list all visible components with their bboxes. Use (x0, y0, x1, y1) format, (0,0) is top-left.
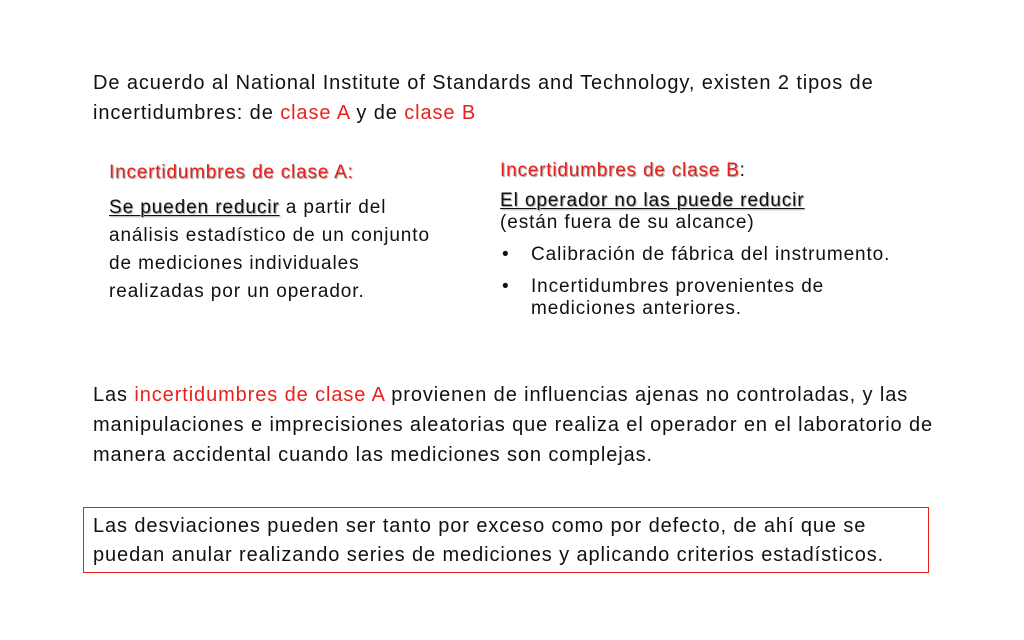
intro-text (93, 68, 953, 128)
class-a-text: a partir del análisis estadístico de un conjunto de mediciones individuales realizadas por un operador. (109, 197, 430, 302)
intro-class-a: clase A (280, 102, 350, 124)
bullet-icon: • (502, 276, 510, 297)
class-a-highlight: Se pueden reducir (109, 197, 280, 218)
paragraph-part2: provienen de influencias ajenas no controladas, y las manipulaciones e imprecisiones aleatorias que realiza el operador en el laboratorio de manera accidental cuando las mediciones son complejas. (93, 384, 934, 466)
class-b-title: Incertidumbres de clase B (500, 160, 740, 181)
class-b-highlight: El operador no las puede reducir (500, 190, 805, 211)
intro-part2: y de (349, 102, 405, 124)
intro-class-b: clase B (404, 102, 477, 124)
bullet-text: Calibración de fábrica del instrumento. (531, 244, 891, 265)
class-b-bullet-list (500, 244, 900, 320)
column-class-b (500, 158, 900, 330)
class-a-origin-paragraph (93, 380, 973, 470)
bullet-text: Incertidumbres provenientes de mediciones anteriores. (531, 276, 825, 319)
class-a-description (109, 194, 454, 306)
class-b-title-colon: : (739, 160, 746, 181)
list-item (500, 276, 900, 320)
boxed-note-text: Las desviaciones pueden ser tanto por exceso como por defecto, de ahí que se puedan anular realizando series de mediciones y aplicando criterios estadísticos. (93, 515, 885, 566)
paragraph-part1: Las (93, 384, 135, 406)
class-a-title: Incertidumbres de clase A: (109, 162, 354, 183)
class-b-description (500, 190, 900, 234)
intro-part1: De acuerdo al National Institute of Standards and Technology, existen 2 tipos de incertidumbres: de (93, 72, 874, 124)
paragraph-highlight: incertidumbres de clase A (134, 384, 385, 406)
bullet-icon: • (502, 244, 510, 265)
column-class-a (109, 160, 454, 306)
list-item (500, 244, 900, 266)
class-b-text: (están fuera de su alcance) (500, 212, 755, 233)
class-b-title-wrap (500, 158, 900, 184)
